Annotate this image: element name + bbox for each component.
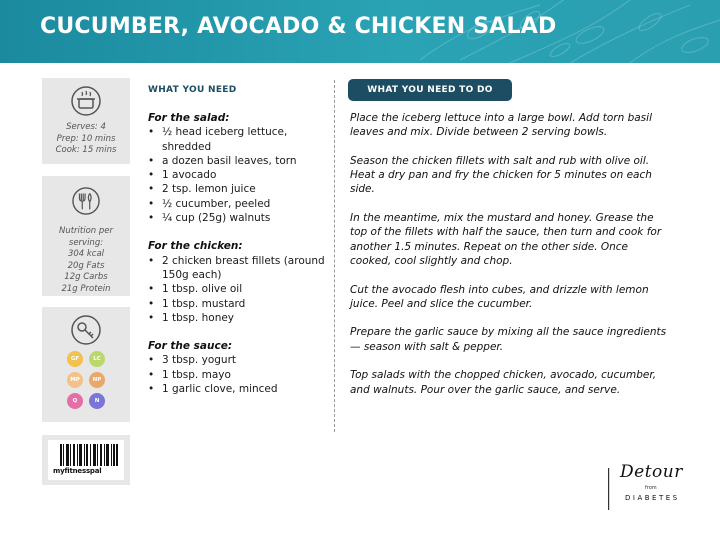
- badge-meal-prep: MP: [67, 372, 83, 388]
- badge-quick: Q: [67, 393, 83, 409]
- diet-badges: [67, 351, 105, 409]
- prep-time-text: Prep: 10 mins: [56, 133, 116, 144]
- sauce-section: [148, 339, 328, 396]
- logo-diabetes-text: DIABETES: [625, 494, 680, 502]
- nutrition-card: [42, 176, 130, 296]
- kcal-value: 304 kcal: [67, 249, 105, 259]
- nutrition-heading: Nutrition per: [58, 226, 114, 236]
- list-item: • 1 tbsp. honey: [148, 311, 328, 325]
- method-step: Season the chicken fillets with salt and rub with olive oil. Heat a dry pan and fry the chicken for 5 minutes on each side.: [350, 154, 652, 196]
- list-item: • 3 tbsp. yogurt: [148, 353, 328, 367]
- detour-from-diabetes-logo: [604, 458, 694, 518]
- list-item: • ½ head iceberg lettuce, shredded: [148, 125, 328, 154]
- logo-script-text: Detour: [620, 462, 683, 482]
- list-item: • ½ cucumber, peeled: [148, 197, 328, 211]
- serves-text: Serves: 4: [66, 122, 106, 132]
- myfitnesspal-barcode[interactable]: [48, 440, 124, 480]
- ingredients-column: [148, 111, 328, 410]
- method-steps: [350, 111, 672, 411]
- protein-value: 21g Protein: [61, 283, 111, 294]
- list-item: • 2 chicken breast fillets (around 150g each): [148, 254, 328, 283]
- salad-section: [148, 111, 328, 225]
- cutlery-icon: [72, 186, 100, 216]
- cooking-pot-icon: [71, 86, 101, 116]
- method-step: Prepare the garlic sauce by mixing all the sauce ingredients — season with salt & pepper.: [350, 326, 667, 353]
- barcode-icon: [60, 444, 118, 466]
- list-item: • 1 tbsp. mustard: [148, 297, 328, 311]
- diet-key-card: [42, 307, 130, 422]
- serves-card: [42, 78, 130, 164]
- method-step: Cut the avocado flesh into cubes, and drizzle with lemon juice. Peel and slice the cucumber.: [350, 283, 649, 310]
- key-icon: [71, 315, 101, 345]
- method-heading: WHAT YOU NEED TO DO: [348, 79, 512, 101]
- logo-from-text: from: [645, 485, 657, 491]
- salad-section-title: For the salad:: [148, 112, 230, 124]
- list-item: • ¼ cup (25g) walnuts: [148, 211, 328, 225]
- method-step: Place the iceberg lettuce into a large bowl. Add torn basil leaves and mix. Divide between 2 serving bowls.: [350, 112, 652, 139]
- column-divider: [334, 80, 335, 432]
- myfitnesspal-card[interactable]: [42, 435, 130, 485]
- sauce-section-title: For the sauce:: [148, 340, 233, 353]
- method-step: Top salads with the chopped chicken, avocado, cucumber, and walnuts. Pour over the garlic sauce, and serve.: [350, 369, 657, 396]
- list-item: • 1 garlic clove, minced: [148, 382, 328, 396]
- chicken-section-title: For the chicken:: [148, 240, 243, 253]
- fats-value: 20g Fats: [67, 260, 105, 271]
- recipe-title: CUCUMBER, AVOCADO & CHICKEN SALAD: [40, 14, 557, 39]
- header-banner: [0, 0, 720, 63]
- list-item: • 2 tsp. lemon juice: [148, 182, 328, 196]
- badge-np: NP: [89, 372, 105, 388]
- cook-time-text: Cook: 15 mins: [55, 145, 117, 155]
- method-step: In the meantime, mix the mustard and honey. Grease the top of the fillets with half the sauce, then turn and cook for another 1.5 minutes. Repeat on the other side. Once cooked, cool slightly and chop.: [350, 212, 662, 267]
- list-item: • 1 tbsp. mayo: [148, 368, 328, 382]
- list-item: • 1 tbsp. olive oil: [148, 282, 328, 296]
- list-item: • 1 avocado: [148, 168, 328, 182]
- badge-n: N: [89, 393, 105, 409]
- myfitnesspal-label: myfitnesspal: [53, 467, 102, 475]
- logo-mark-icon: [608, 468, 611, 510]
- list-item: • a dozen basil leaves, torn: [148, 154, 328, 168]
- chicken-section: [148, 239, 328, 325]
- badge-low-carb: LC: [89, 351, 105, 367]
- ingredients-heading: WHAT YOU NEED: [148, 85, 237, 95]
- badge-gluten-free: GF: [67, 351, 83, 367]
- carbs-value: 12g Carbs: [64, 272, 108, 282]
- nutrition-heading-2: serving:: [68, 237, 104, 248]
